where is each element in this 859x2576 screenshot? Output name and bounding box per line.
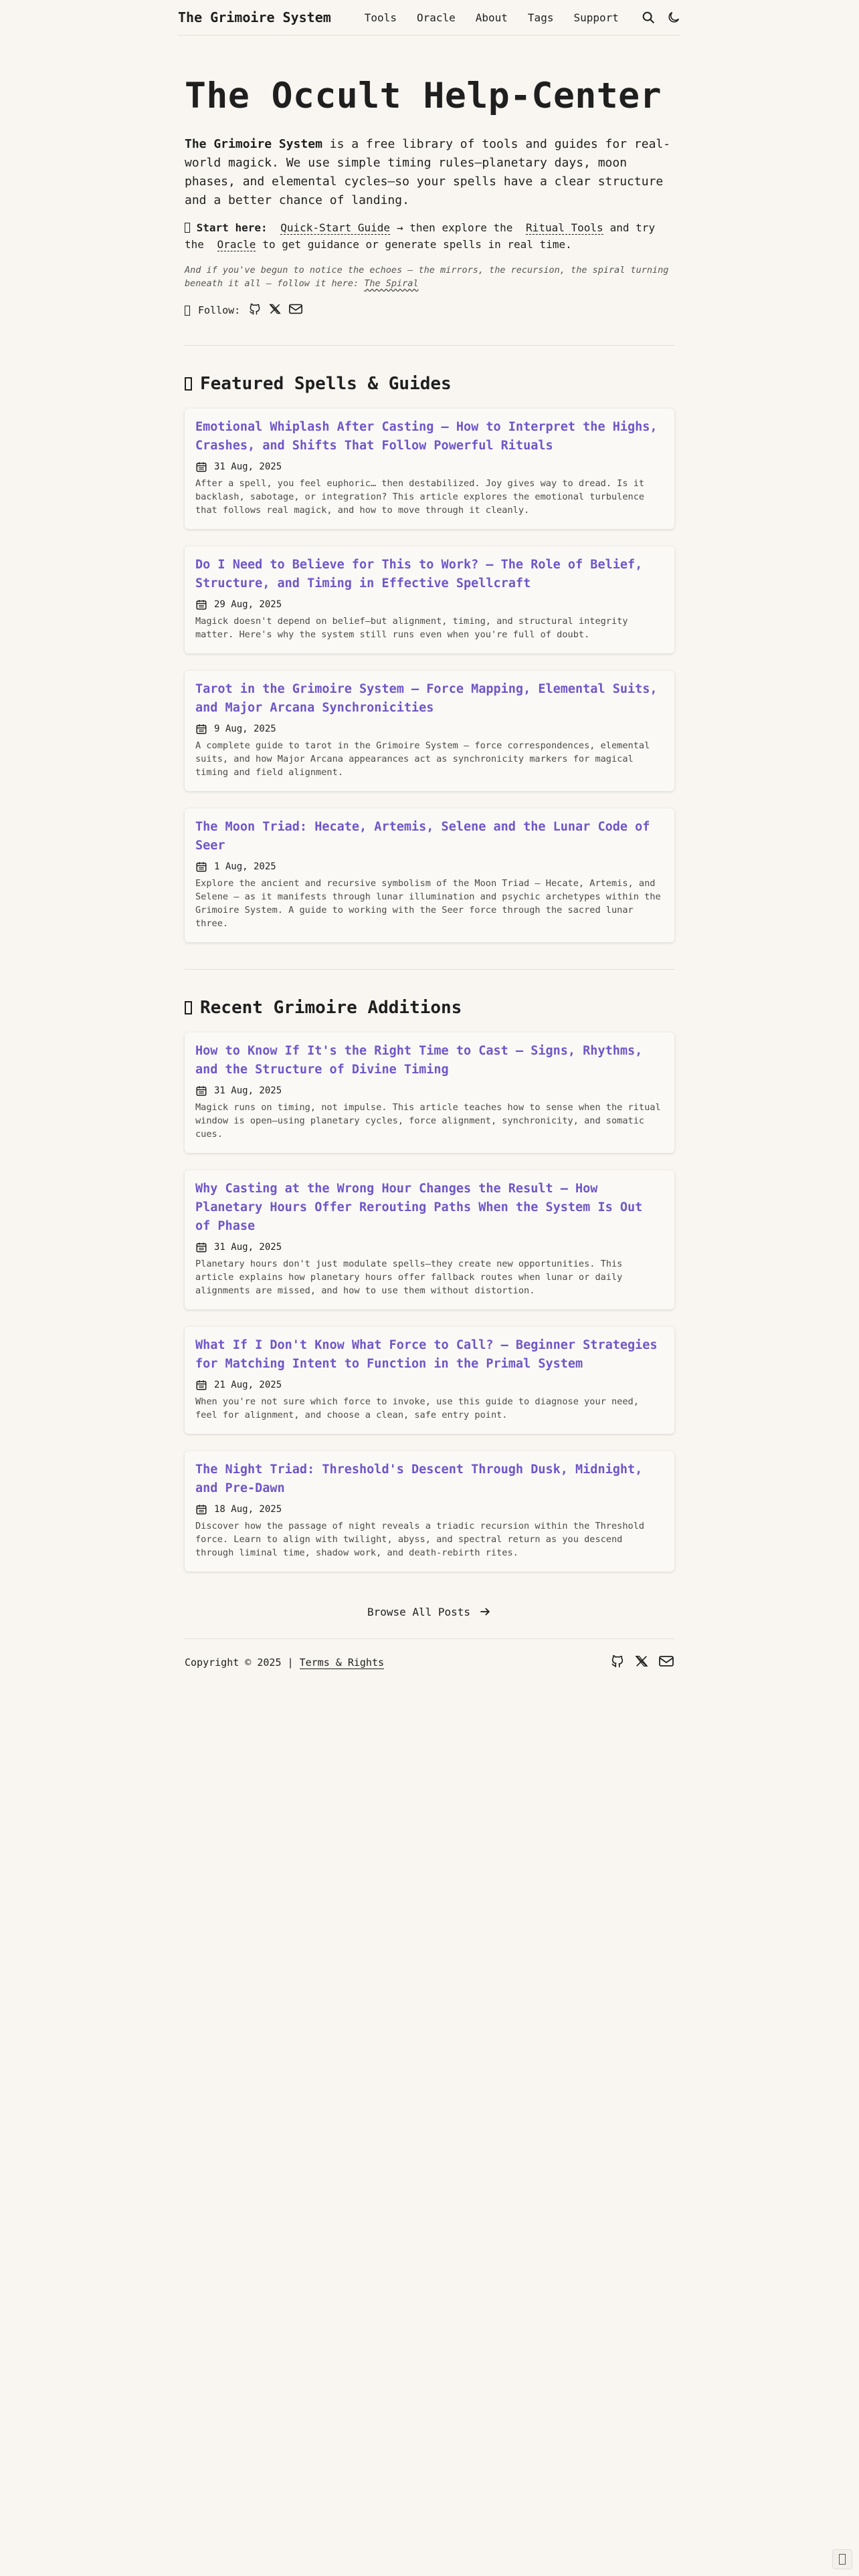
section-divider [185,969,674,970]
post-title[interactable]: What If I Don't Know What Force to Call? — Beginner Strategies for Matching Intent to Function in the Primal System [195,1338,658,1371]
floating-widget-button[interactable] [832,2549,852,2569]
intro-paragraph [185,135,674,210]
recent-section [185,998,674,1572]
site-footer [185,1638,674,1671]
post-card[interactable] [185,409,674,529]
browse-all-posts-link[interactable] [185,1605,674,1618]
post-date: 31 Aug, 2025 [214,1242,282,1253]
footer-social-icons [610,1654,674,1671]
mail-icon[interactable] [658,1654,674,1671]
post-excerpt: Magick doesn't depend on belief—but alignment, timing, and structural integrity matter. Here's why the system still runs even when you're full of doubt. [195,616,628,640]
missing-glyph-icon [185,306,190,316]
top-nav [178,0,681,35]
post-date: 29 Aug, 2025 [214,599,282,610]
post-excerpt: Explore the ancient and recursive symbolism of the Moon Triad — Hecate, Artemis, and Selene — as it manifests through lunar illumination and psychic archetypes within the Grimoire System. A guide to working with the Seer force through the sacred lunar three. [195,878,661,929]
post-card[interactable] [185,671,674,791]
start-mid2: and try the [185,221,656,251]
post-excerpt: Planetary hours don't just modulate spells—they create new opportunities. This article explains how planetary hours offer fallback routes when lunar or daily alignments are missed, and how to use them without distortion. [195,1259,623,1296]
post-date-row [195,461,664,473]
section-divider [185,345,674,346]
post-card[interactable] [185,546,674,653]
spiral-paragraph [185,263,674,290]
post-card[interactable] [185,1451,674,1572]
post-card[interactable] [185,1033,674,1153]
recent-heading [185,998,674,1018]
follow-row [185,302,674,318]
calendar-icon [195,461,207,473]
spiral-text: And if you've begun to notice the echoes — the mirrors, the recursion, the spiral turning beneath it all — follow it here: [185,265,669,289]
calendar-icon [195,1085,207,1097]
calendar-icon [195,1241,207,1253]
follow-label: Follow: [198,304,241,316]
mail-icon[interactable] [288,302,303,318]
spiral-link[interactable]: The Spiral [364,278,419,289]
recent-title: Recent Grimoire Additions [200,998,462,1018]
post-date-row [195,599,664,611]
page-title: The Occult Help-Center [185,76,662,116]
start-end: to get guidance or generate spells in real time. [262,238,572,251]
featured-title: Featured Spells & Guides [200,374,452,394]
search-icon[interactable] [641,10,656,25]
post-date: 31 Aug, 2025 [214,461,282,472]
intro-text: is a free library of tools and guides for real-world magick. We use simple timing rules—planetary days, moon phases, and elemental cycles—so your spells have a clear structure and a better chance of landing. [185,137,671,207]
github-icon[interactable] [610,1654,625,1671]
start-mid: → then explore the [397,221,513,234]
post-title[interactable]: Emotional Whiplash After Casting — How to Interpret the Highs, Crashes, and Shifts That Follow Powerful Rituals [195,420,658,453]
github-icon[interactable] [248,302,262,318]
post-excerpt: When you're not sure which force to invoke, use this guide to diagnose your need, feel for alignment, and choose a clean, safe entry point. [195,1396,639,1420]
post-date-row [195,1241,664,1253]
post-date-row [195,1379,664,1391]
copyright: Copyright © 2025 | [185,1656,294,1669]
post-title[interactable]: Do I Need to Believe for This to Work? — The Role of Belief, Structure, and Timing in Effective Spellcraft [195,558,643,591]
site-brand[interactable]: The Grimoire System [178,9,331,25]
nav-link-support[interactable]: Support [573,11,619,24]
featured-heading [185,374,674,394]
missing-glyph-icon [839,2554,846,2565]
calendar-icon [195,1503,207,1515]
post-date: 9 Aug, 2025 [214,724,276,734]
post-date: 1 Aug, 2025 [214,861,276,872]
nav-link-about[interactable]: About [475,11,508,24]
nav-icons [641,10,681,25]
post-excerpt: A complete guide to tarot in the Grimoire System — force correspondences, elemental suits, and how Major Arcana appearances act as synchronicity markers for magical timing and field alignment. [195,740,650,778]
calendar-icon [195,723,207,735]
ritual-tools-link[interactable]: Ritual Tools [526,221,603,234]
calendar-icon [195,599,207,611]
missing-glyph-icon [185,223,190,233]
post-date: 31 Aug, 2025 [214,1085,282,1096]
missing-glyph-icon [185,1001,192,1014]
nav-links [365,11,619,24]
terms-link[interactable]: Terms & Rights [299,1656,385,1669]
post-title[interactable]: How to Know If It's the Right Time to Cast — Signs, Rhythms, and the Structure of Divine Timing [195,1044,643,1077]
post-excerpt: Magick runs on timing, not impulse. This article teaches how to sense when the ritual window is open—using planetary cycles, force alignment, synchronicity, and somatic cues. [195,1102,661,1140]
quick-start-link[interactable]: Quick-Start Guide [280,221,391,234]
oracle-link[interactable]: Oracle [217,238,256,251]
x-twitter-icon[interactable] [634,1654,649,1671]
x-twitter-icon[interactable] [268,302,282,318]
post-card[interactable] [185,1170,674,1309]
post-excerpt: After a spell, you feel euphoric… then destabilized. Joy gives way to dread. Is it backlash, sabotage, or integration? This article explores the emotional turbulence that follows real magick, and how to move through it cleanly. [195,478,645,516]
post-date-row [195,1085,664,1097]
post-card[interactable] [185,809,674,942]
post-date-row [195,1503,664,1515]
post-title[interactable]: Why Casting at the Wrong Hour Changes the Result — How Planetary Hours Offer Rerouting Paths When the System Is Out of Phase [195,1182,643,1233]
start-here [185,219,674,253]
post-date-row [195,723,664,735]
intro-brand: The Grimoire System [185,137,322,151]
nav-link-tags[interactable]: Tags [527,11,554,24]
theme-toggle-moon-icon[interactable] [666,10,681,25]
calendar-icon [195,1379,207,1391]
social-icons [248,302,303,318]
browse-label: Browse All Posts [367,1605,471,1618]
post-title[interactable]: The Night Triad: Threshold's Descent Through Dusk, Midnight, and Pre-Dawn [195,1463,643,1495]
post-title[interactable]: Tarot in the Grimoire System — Force Mapping, Elemental Suits, and Major Arcana Synchronicities [195,682,658,715]
post-excerpt: Discover how the passage of night reveals a triadic recursion within the Threshold force. Learn to align with twilight, abyss, and spectral return as you descend through liminal time, shadow work, and death-rebirth rites. [195,1521,645,1558]
calendar-icon [195,861,207,873]
post-title[interactable]: The Moon Triad: Hecate, Artemis, Selene and the Lunar Code of Seer [195,820,650,853]
post-date: 18 Aug, 2025 [214,1504,282,1515]
post-card[interactable] [185,1327,674,1434]
featured-section [185,374,674,942]
main-content [185,76,674,1671]
post-date: 21 Aug, 2025 [214,1380,282,1390]
post-date-row [195,861,664,873]
arrow-right-icon [478,1605,492,1618]
nav-link-tools[interactable]: Tools [364,11,397,24]
start-label: Start here: [196,221,268,234]
nav-link-oracle[interactable]: Oracle [416,11,456,24]
missing-glyph-icon [185,377,192,391]
